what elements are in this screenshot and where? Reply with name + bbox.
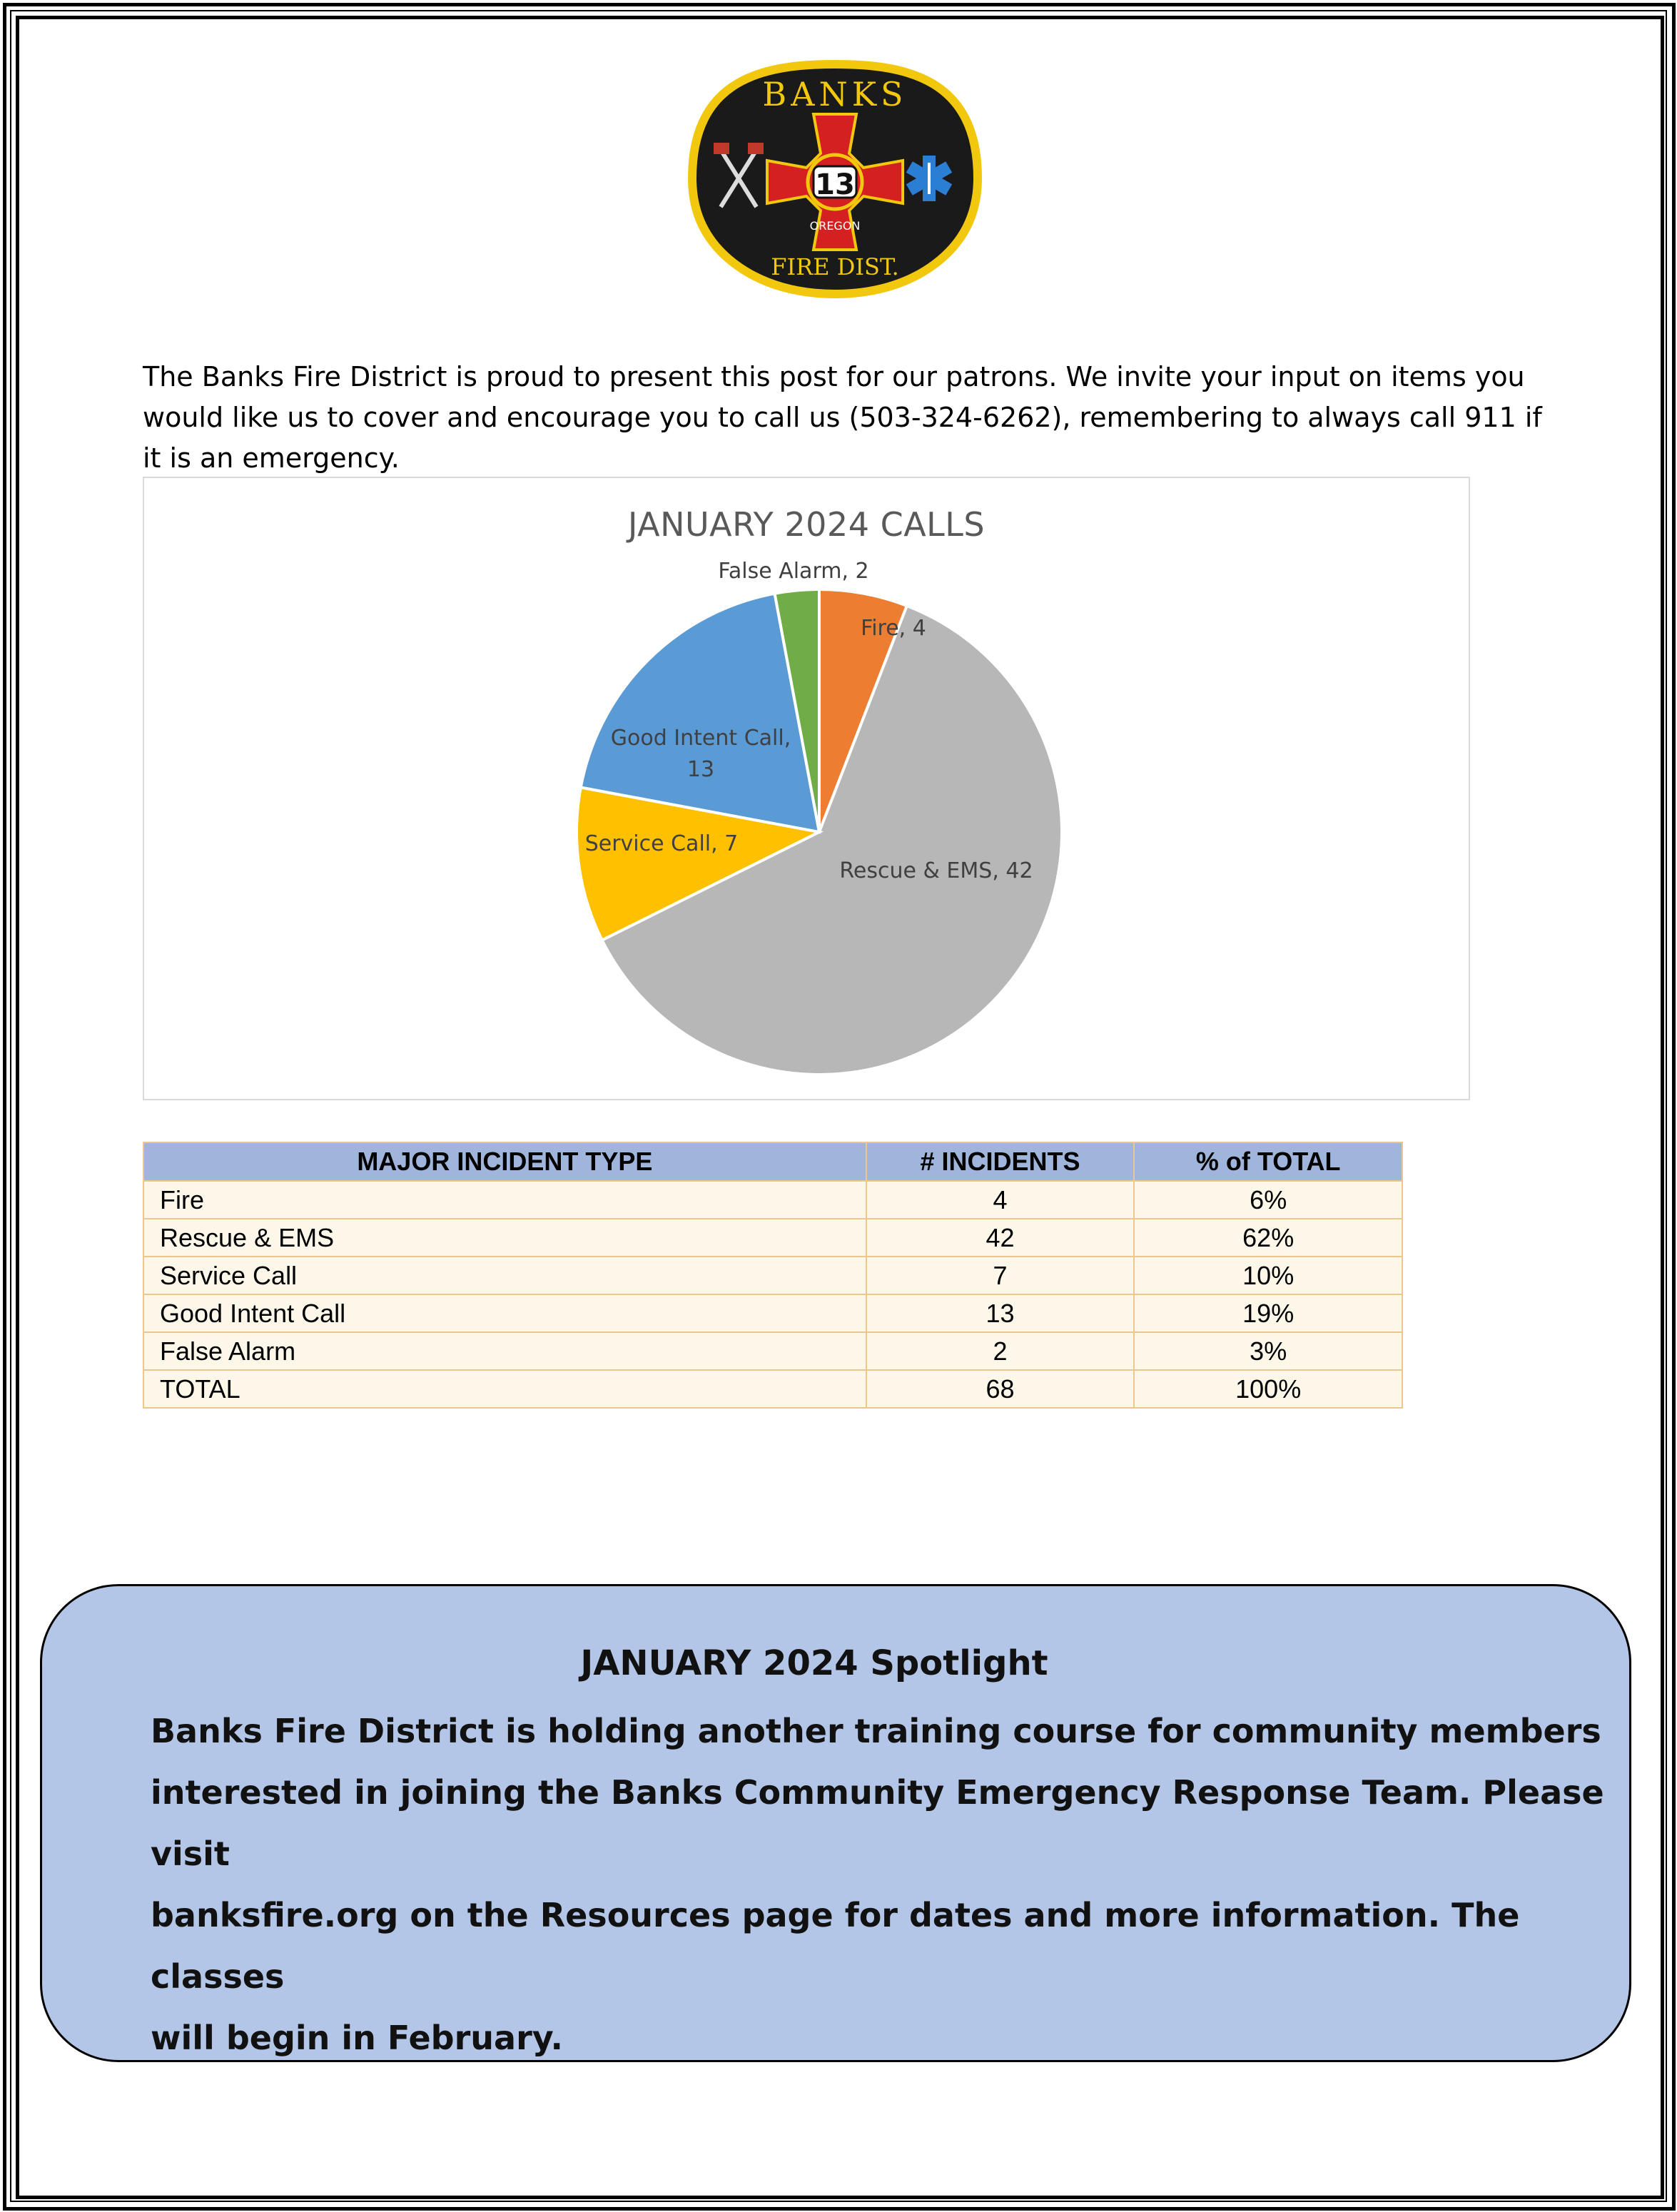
data-label-false-alarm: False Alarm, 2: [718, 559, 869, 584]
cell-percent: 6%: [1134, 1181, 1402, 1219]
data-label-rescue-ems: Rescue & EMS, 42: [839, 858, 1033, 883]
cell-incidents: 68: [866, 1370, 1135, 1408]
cell-type: Service Call: [143, 1257, 866, 1294]
data-label-fire: Fire, 4: [861, 616, 926, 641]
calls-chart: [143, 477, 1470, 1100]
spotlight-box: [40, 1584, 1631, 2062]
cell-type: False Alarm: [143, 1332, 866, 1370]
header-percent-total: % of TOTAL: [1134, 1142, 1402, 1181]
logo-number: 13: [815, 168, 855, 201]
cell-incidents: 4: [866, 1181, 1135, 1219]
table-row-total: [143, 1370, 1402, 1408]
table-header-row: [143, 1142, 1402, 1181]
cell-type: Rescue & EMS: [143, 1219, 866, 1257]
cell-type: Good Intent Call: [143, 1294, 866, 1332]
table-row: [143, 1219, 1402, 1257]
spotlight-title: JANUARY 2024 Spotlight: [580, 1643, 1048, 1683]
data-label-service-call: Service Call, 7: [584, 831, 739, 856]
cell-percent: 62%: [1134, 1219, 1402, 1257]
table-row: [143, 1294, 1402, 1332]
table-row: [143, 1332, 1402, 1370]
incident-table: [143, 1142, 1403, 1409]
cell-type: TOTAL: [143, 1370, 866, 1408]
spotlight-body: [151, 1700, 1621, 2069]
header-incidents: # INCIDENTS: [866, 1142, 1135, 1181]
cell-incidents: 2: [866, 1332, 1135, 1370]
cell-incidents: 13: [866, 1294, 1135, 1332]
cell-incidents: 7: [866, 1257, 1135, 1294]
chart-title: JANUARY 2024 CALLS: [627, 505, 986, 544]
intro-paragraph: The Banks Fire District is proud to present this post for our patrons. We invite your input on items you would like us to cover and encourage you to call us (503-324-6262), remembering to always call 911 if it is an emergency.: [143, 361, 1542, 474]
spotlight-line: banksfire.org on the Resources page for dates and more information. The classes: [151, 1896, 1520, 1996]
header-incident-type: MAJOR INCIDENT TYPE: [143, 1142, 866, 1181]
spotlight-line: interested in joining the Banks Community Emergency Response Team. Please visit: [151, 1773, 1604, 1873]
cell-percent: 10%: [1134, 1257, 1402, 1294]
banks-fire-district-logo: [678, 36, 992, 307]
logo-top-text: BANKS: [762, 75, 908, 113]
cell-percent: 19%: [1134, 1294, 1402, 1332]
data-label-good-intent-call: Good Intent Call, 13: [610, 726, 791, 782]
table-row: [143, 1257, 1402, 1294]
cell-percent: 3%: [1134, 1332, 1402, 1370]
pie-chart: [144, 478, 1469, 1099]
spotlight-line: will begin in February.: [151, 2019, 564, 2057]
cell-incidents: 42: [866, 1219, 1135, 1257]
cell-type: Fire: [143, 1181, 866, 1219]
spotlight-line: Banks Fire District is holding another training course for community members: [151, 1712, 1601, 1750]
logo-bottom-text: FIRE DIST.: [771, 253, 899, 280]
cell-percent: 100%: [1134, 1370, 1402, 1408]
logo-state: OREGON: [809, 219, 861, 233]
table-row: [143, 1181, 1402, 1219]
